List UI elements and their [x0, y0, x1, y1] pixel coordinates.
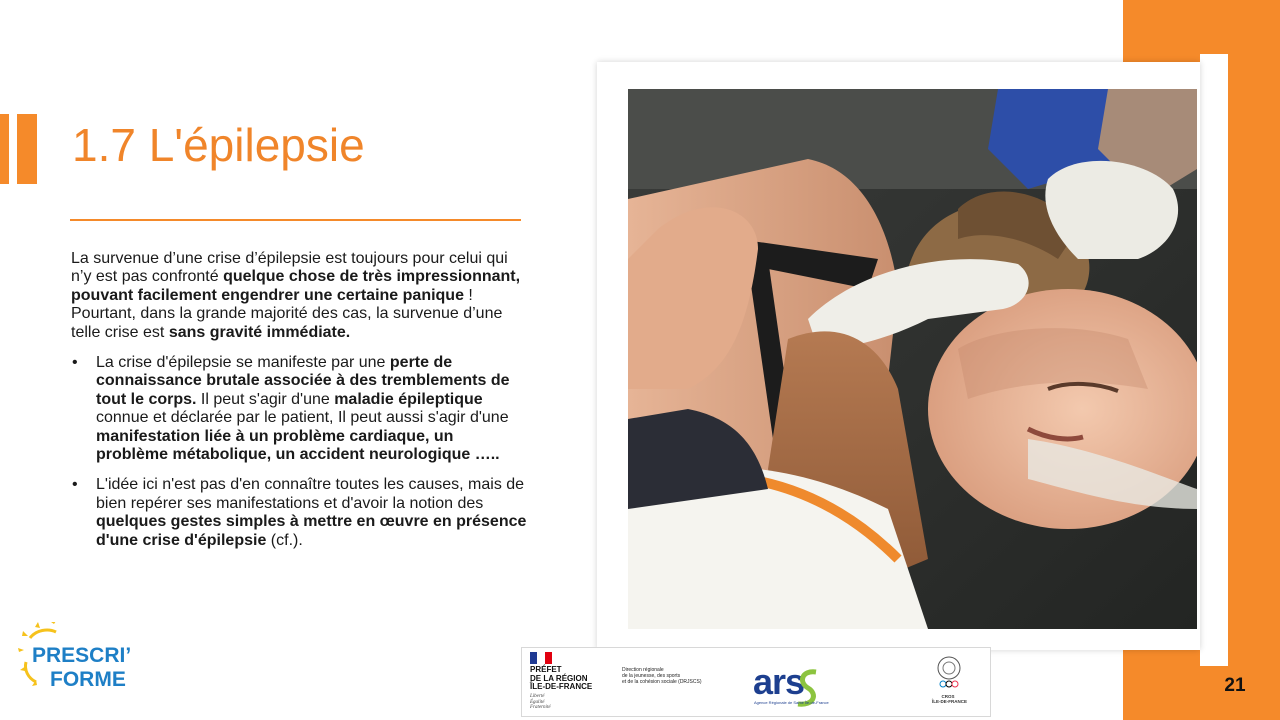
bullet2-text-2: (cf.). — [266, 531, 303, 549]
ars-subtitle: Agence Régionale de Santé Île-de-France — [754, 700, 829, 705]
cnos-olympic-emblem-icon — [936, 654, 962, 690]
bullet-item-gestures — [71, 476, 527, 550]
orange-corner-block — [1123, 0, 1280, 54]
bullet1-text-3: connue et déclarée par le patient, Il peut aussi s'agir d'une — [96, 409, 509, 427]
bullet2-text-1: L'idée ici n'est pas d'en connaître toutes les causes, mais de bien repérer ses manifestations et d'avoir la notion des — [96, 476, 525, 512]
marianne-flag-icon — [530, 652, 552, 664]
page-number: 21 — [1224, 675, 1246, 696]
slide-title: 1.7 L'épilepsie — [72, 119, 365, 171]
prescriforme-logo — [18, 622, 146, 696]
bullet1-text-2: Il peut s'agir d'une — [196, 390, 335, 408]
title-accent-bar — [0, 114, 9, 184]
cnos-label: CROS ÎLE-DE-FRANCE — [932, 694, 967, 704]
bullet1-bold-3: manifestation liée à un problème cardiaque, un problème métabolique, un accident neurologique ….. — [96, 427, 500, 464]
title-accent-bar-wide — [17, 114, 37, 184]
bullet2-bold-1: quelques gestes simples à mettre en œuvre en présence d'une crise d'épilepsie — [96, 513, 527, 549]
drjscs-label: Direction régionale de la jeunesse, des sports et de la cohésion sociale (DRJSCS) — [622, 667, 702, 685]
republic-motto: Liberté Égalité Fraternité — [530, 694, 551, 710]
prefet-label: PRÉFET DE LA RÉGION ÎLE-DE-FRANCE — [530, 665, 593, 691]
partner-logos-strip — [521, 647, 991, 717]
stripe-gap — [1200, 54, 1228, 666]
seizure-first-aid-photo — [628, 89, 1197, 629]
bullet1-bold-2: maladie épileptique — [334, 390, 483, 408]
intro-text-1: La survenue d’une crise d’épilepsie est toujours pour celui qui n’y est pas confronté — [71, 250, 508, 286]
intro-bold-2: sans gravité immédiate. — [168, 323, 351, 341]
slide-body — [71, 250, 527, 562]
bullet1-bold-1: perte de connaissance brutale associée à des tremblements de tout le corps. — [96, 354, 510, 408]
svg-text:FORME: FORME — [50, 668, 126, 691]
intro-text-2: ! Pourtant, dans la grande majorité des cas, la survenue d’une telle crise est — [71, 286, 503, 341]
svg-text:PRESCRI’: PRESCRI’ — [32, 644, 132, 667]
title-underline — [70, 219, 521, 221]
intro-paragraph — [71, 250, 527, 342]
ars-wordmark: ars — [753, 661, 805, 702]
bullet1-text-1: La crise d'épilepsie se manifeste par une — [96, 354, 390, 372]
intro-bold-1: quelque chose de très impressionnant, pouvant facilement engendrer une certaine panique — [71, 268, 521, 304]
bullet-item-symptoms — [71, 354, 527, 464]
